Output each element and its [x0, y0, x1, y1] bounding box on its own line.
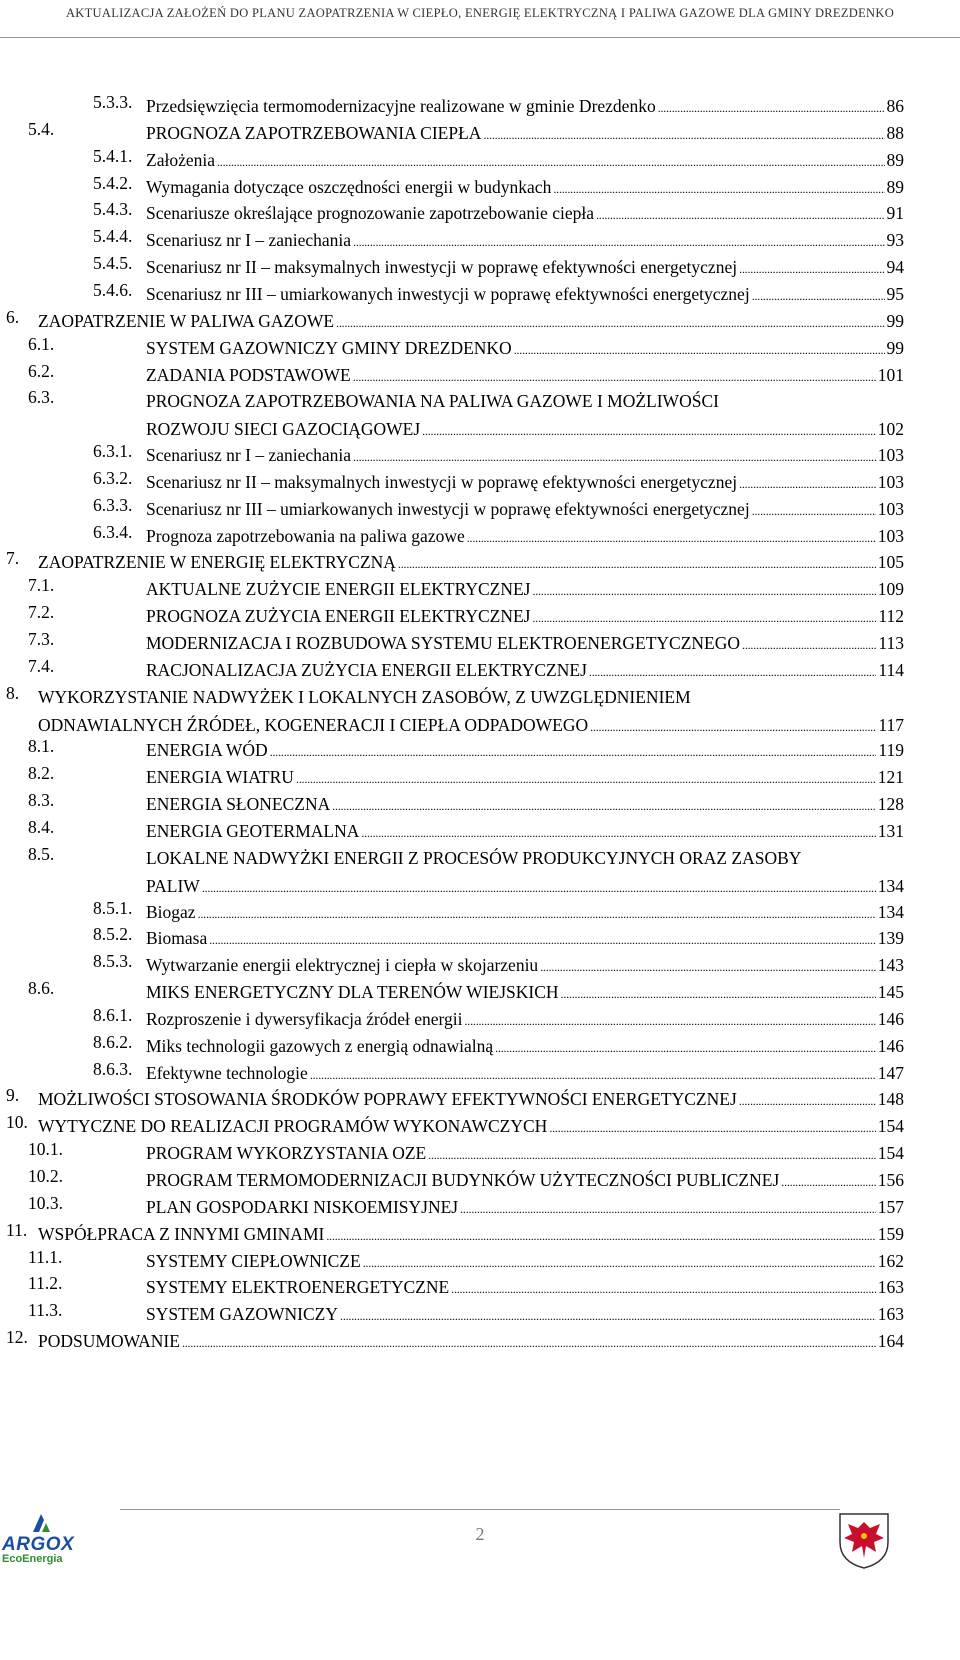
toc-entry-title: Wymagania dotyczące oszczędności energii w budynkach	[146, 176, 552, 197]
running-header	[0, 0, 960, 38]
toc-entry-number: 6.3.1.	[93, 441, 133, 462]
footer-divider	[120, 1509, 840, 1510]
toc-dot-leader	[532, 575, 875, 605]
toc-page-number: 128	[877, 794, 904, 815]
toc-dot-leader	[540, 951, 876, 981]
toc-page-number: 109	[877, 579, 904, 600]
toc-entry-number: 6.3.3.	[93, 494, 133, 515]
toc-entry-title: PLAN GOSPODARKI NISKOEMISYJNEJ	[146, 1196, 459, 1217]
toc-page-number: 162	[877, 1250, 904, 1271]
toc-dot-leader	[398, 548, 876, 578]
toc-entry-number: 5.4.	[28, 118, 55, 139]
toc-entry-title: MIKS ENERGETYCZNY DLA TERENÓW WIEJSKICH	[146, 982, 559, 1003]
toc-entry-number: 5.4.2.	[93, 172, 133, 193]
argox-logo-subtext: EcoEnergia	[2, 1553, 63, 1565]
toc-page-number: 119	[878, 740, 904, 761]
toc-entry-number: 8.5.3.	[93, 951, 133, 972]
toc-page-number: 102	[877, 419, 904, 440]
toc-entry-number: 10.2.	[28, 1166, 63, 1186]
toc-dot-leader	[296, 763, 876, 793]
toc-entry-number: 5.4.1.	[93, 145, 133, 166]
toc-entry-title: Scenariusz nr III – umiarkowanych inwestycji w poprawę efektywności energetycznej	[146, 283, 750, 304]
toc-dot-leader	[460, 1193, 876, 1223]
toc-entry-number: 6.	[6, 306, 20, 327]
toc-entry-number: 10.3.	[28, 1192, 63, 1213]
toc-page-number: 154	[877, 1116, 904, 1137]
toc-entry-title: RACJONALIZACJA ZUŻYCIA ENERGII ELEKTRYCZNEJ	[146, 659, 587, 680]
toc-page-number: 146	[877, 1008, 904, 1029]
toc-page-number: 89	[886, 176, 904, 197]
toc-dot-leader	[561, 978, 876, 1008]
toc-entry-number: 8.4.	[28, 816, 55, 837]
toc-page-number: 103	[877, 445, 904, 466]
toc-dot-leader	[495, 1032, 876, 1062]
page-number: 2	[475, 1524, 485, 1544]
toc-entry-number: 8.6.1.	[93, 1004, 133, 1025]
toc-entry-title: Scenariusz nr I – zaniechania	[146, 230, 352, 251]
toc-page-number: 164	[877, 1331, 904, 1352]
toc-page-number: 147	[877, 1062, 904, 1083]
toc-entry-title: ENERGIA SŁONECZNA	[146, 794, 331, 815]
toc-entry-title: ENERGIA WIATRU	[146, 767, 294, 788]
toc-page-number: 105	[877, 552, 904, 573]
toc-entry-title: Scenariusz nr II – maksymalnych inwestycji w poprawę efektywności energetycznej	[146, 471, 738, 492]
toc-page-number: 113	[878, 633, 904, 653]
toc-page-number: 99	[886, 310, 904, 331]
toc-entry-number: 7.3.	[28, 629, 55, 649]
toc-dot-leader	[361, 817, 875, 847]
toc-dot-leader	[483, 119, 884, 149]
toc-entry-number: 8.5.2.	[93, 924, 133, 945]
toc-entry-title: Scenariusz nr I – zaniechania	[146, 445, 352, 466]
toc-entry-number: 8.6.	[28, 978, 55, 999]
toc-page-number: 114	[878, 659, 904, 680]
toc-page-number: 101	[877, 364, 904, 385]
toc-entry-title: PALIW	[146, 875, 200, 896]
toc-dot-leader	[514, 334, 885, 364]
toc-dot-leader	[326, 1220, 875, 1250]
toc-entry-title: ZAOPATRZENIE W ENERGIĘ ELEKTRYCZNĄ	[38, 552, 396, 573]
toc-entry-number: 8.5.1.	[93, 897, 133, 918]
toc-entry-number: 7.4.	[28, 655, 55, 676]
toc-entry-title: ZAOPATRZENIE W PALIWA GAZOWE	[38, 310, 335, 331]
toc-entry-number: 7.1.	[28, 575, 55, 596]
toc-entry-number: 5.3.3.	[93, 92, 133, 112]
toc-page-number: 134	[877, 901, 904, 922]
toc-dot-leader	[336, 307, 884, 337]
toc-page-number: 88	[886, 122, 904, 143]
toc-page-number: 156	[877, 1170, 904, 1190]
toc-entry-number: 6.2.	[28, 360, 55, 381]
toc-dot-leader	[198, 898, 876, 928]
toc-entry-number: 6.1.	[28, 333, 55, 354]
toc-entry-number: 6.3.4.	[93, 521, 133, 542]
toc-page-number: 154	[877, 1143, 904, 1164]
toc-entry-title: WSPÓŁPRACA Z INNYMI GMINAMI	[38, 1223, 325, 1244]
toc-entry-number: 8.6.2.	[93, 1031, 133, 1052]
toc-entry-number: 7.	[6, 548, 20, 569]
toc-page-number: 139	[877, 928, 904, 949]
toc-dot-leader	[451, 1273, 876, 1303]
header-title: AKTUALIZACJA ZAŁOŻEŃ DO PLANU ZAOPATRZENIA W CIEPŁO, ENERGIĘ ELEKTRYCZNĄ I PALIWA GAZOWE DLA GMINY DREZDENKO	[65, 6, 895, 20]
toc-entry-title: PROGRAM WYKORZYSTANIA OZE	[146, 1143, 427, 1164]
toc-dot-leader	[332, 790, 876, 820]
toc-dot-leader	[781, 1166, 875, 1196]
toc-dot-leader	[742, 629, 876, 659]
toc-entry-number: 8.3.	[28, 790, 55, 811]
toc-entry-title: Biogaz	[146, 901, 196, 922]
toc-dot-leader	[596, 199, 885, 229]
toc-entry-number: 11.1.	[28, 1246, 63, 1267]
toc-dot-leader	[752, 495, 876, 525]
toc-page-number: 143	[877, 955, 904, 976]
toc-page-number: 134	[877, 875, 904, 896]
toc-entry-title: ZADANIA PODSTAWOWE	[146, 364, 351, 385]
argox-logo-text: ARGOX	[2, 1534, 75, 1555]
toc-entry-number: 10.	[6, 1112, 28, 1133]
toc-entry-title: LOKALNE NADWYŻKI ENERGII Z PROCESÓW PRODUKCYJNYCH ORAZ ZASOBY	[146, 847, 802, 868]
toc-page-number: 145	[877, 982, 904, 1003]
toc-page-number: 131	[877, 820, 904, 841]
toc-entry-number: 6.3.	[28, 387, 55, 408]
toc-entry-title: Biomasa	[146, 928, 208, 949]
toc-dot-leader	[589, 656, 877, 686]
toc-entry-number: 8.2.	[28, 763, 55, 784]
toc-entry-number: 5.4.3.	[93, 199, 133, 220]
toc-entry-title: PROGRAM TERMOMODERNIZACJI BUDYNKÓW UŻYTECZNOŚCI PUBLICZNEJ	[146, 1170, 780, 1190]
toc-page-number: 91	[886, 203, 904, 224]
toc-page-number: 86	[886, 96, 904, 116]
toc-entry-number: 8.	[6, 682, 20, 703]
toc-dot-leader	[428, 1139, 876, 1169]
toc-dot-leader	[353, 441, 876, 471]
header-divider	[0, 37, 960, 38]
toc-entry-number: 5.4.5.	[93, 253, 133, 274]
toc-page-number: 112	[878, 606, 904, 627]
toc-dot-leader	[270, 736, 877, 766]
toc-dot-leader	[467, 522, 876, 552]
toc-entry-title: Wytwarzanie energii elektrycznej i ciepła w skojarzeniu	[146, 955, 539, 976]
toc-dot-leader	[310, 1059, 876, 1089]
toc-page-number: 157	[877, 1196, 904, 1217]
toc-entry-title: SYSTEM GAZOWNICZY GMINY DREZDENKO	[146, 337, 512, 358]
toc-entry-title: PROGNOZA ZUŻYCIA ENERGII ELEKTRYCZNEJ	[146, 606, 531, 627]
toc-page-number: 159	[877, 1223, 904, 1244]
toc-dot-leader	[353, 226, 884, 256]
toc-entry-title: WYTYCZNE DO REALIZACJI PROGRAMÓW WYKONAWCZYCH	[38, 1116, 548, 1137]
toc-page-number: 117	[878, 714, 904, 735]
toc-entry-number: 5.4.4.	[93, 226, 133, 247]
toc-entry-title: SYSTEMY ELEKTROENERGETYCZNE	[146, 1277, 450, 1298]
toc-dot-leader	[739, 468, 876, 498]
toc-dot-leader	[465, 1005, 876, 1035]
toc-dot-leader	[553, 173, 884, 203]
toc-page-number: 148	[877, 1089, 904, 1110]
toc-entry-number: 5.4.6.	[93, 279, 133, 300]
toc-entry-title: Scenariusze określające prognozowanie zapotrzebowanie ciepła	[146, 203, 594, 224]
toc-entry-title: WYKORZYSTANIE NADWYŻEK I LOKALNYCH ZASOBÓW, Z UWZGLĘDNIENIEM	[38, 686, 691, 707]
toc-page-number: 163	[877, 1277, 904, 1298]
toc-entry-number: 9.	[6, 1085, 20, 1106]
toc-entry-title: Prognoza zapotrzebowania na paliwa gazowe	[146, 525, 465, 546]
toc-entry-number: 7.2.	[28, 602, 55, 623]
toc-dot-leader	[182, 1327, 876, 1357]
toc-entry-number: 11.3.	[28, 1300, 63, 1321]
toc-entry-number: 11.2.	[28, 1273, 63, 1294]
toc-page-number: 103	[877, 525, 904, 546]
toc-page-number: 103	[877, 471, 904, 492]
toc-entry-title: AKTUALNE ZUŻYCIE ENERGII ELEKTRYCZNEJ	[146, 579, 531, 600]
toc-entry-title: ENERGIA GEOTERMALNA	[146, 820, 360, 841]
toc-entry-title: Założenia	[146, 149, 215, 170]
toc-page-number: 93	[886, 230, 904, 251]
toc-dot-leader	[217, 146, 885, 176]
toc-dot-leader	[363, 1247, 876, 1277]
toc-entry-title: ENERGIA WÓD	[146, 740, 268, 761]
toc-page-number: 89	[886, 149, 904, 170]
coat-of-arms-icon	[836, 1510, 892, 1570]
toc-dot-leader	[658, 92, 885, 122]
toc-entry-title: SYSTEM GAZOWNICZY	[146, 1304, 339, 1325]
toc-entry-title: SYSTEMY CIEPŁOWNICZE	[146, 1250, 361, 1271]
toc-dot-leader	[549, 1112, 875, 1142]
toc-entry-title: Rozproszenie i dywersyfikacja źródeł energii	[146, 1008, 463, 1029]
toc-dot-leader	[752, 280, 885, 310]
toc-entry-title: PROGNOZA ZAPOTRZEBOWANIA CIEPŁA	[146, 122, 482, 143]
toc-dot-leader	[340, 1300, 876, 1330]
toc-entry-title: PROGNOZA ZAPOTRZEBOWANIA NA PALIWA GAZOWE I MOŻLIWOŚCI	[146, 391, 719, 412]
toc-dot-leader	[739, 253, 884, 283]
toc-entry-title: PODSUMOWANIE	[38, 1331, 180, 1352]
toc-entry-title: MOŻLIWOŚCI STOSOWANIA ŚRODKÓW POPRAWY EFEKTYWNOŚCI ENERGETYCZNEJ	[38, 1089, 737, 1110]
toc-entry-title: Efektywne technologie	[146, 1062, 308, 1083]
toc-entry-number: 12.	[6, 1327, 28, 1348]
toc-page-number: 103	[877, 498, 904, 519]
toc-entry-title: ROZWOJU SIECI GAZOCIĄGOWEJ	[146, 419, 421, 440]
toc-entry-number: 11.	[6, 1219, 28, 1240]
toc-entry-number: 8.5.	[28, 843, 55, 864]
toc-entry-number: 10.1.	[28, 1139, 63, 1160]
toc-page-number: 146	[877, 1035, 904, 1056]
toc-entry-number: 8.6.3.	[93, 1058, 133, 1079]
toc-dot-leader	[353, 361, 876, 391]
toc-page-number: 121	[877, 767, 904, 788]
toc-dot-leader	[533, 602, 877, 632]
toc-entry-title: Scenariusz nr II – maksymalnych inwestycji w poprawę efektywności energetycznej	[146, 257, 738, 278]
toc-entry-number: 6.3.2.	[93, 467, 133, 488]
toc-entry-title: ODNAWIALNYCH ŹRÓDEŁ, KOGENERACJI I CIEPŁA ODPADOWEGO	[38, 714, 589, 735]
toc-page-number: 163	[877, 1304, 904, 1325]
toc-entry-title: Miks technologii gazowych z energią odnawialną	[146, 1035, 494, 1056]
toc-entry-title: Scenariusz nr III – umiarkowanych inwestycji w poprawę efektywności energetycznej	[146, 498, 750, 519]
toc-page-number: 95	[886, 283, 904, 304]
toc-page-number: 94	[886, 257, 904, 278]
toc-page-number: 99	[886, 337, 904, 358]
toc-entry-title: MODERNIZACJA I ROZBUDOWA SYSTEMU ELEKTROENERGETYCZNEGO	[146, 633, 741, 653]
toc-entry-number: 8.1.	[28, 736, 55, 757]
toc-entry-title: Przedsięwzięcia termomodernizacyjne realizowane w gminie Drezdenko	[146, 96, 656, 116]
toc-dot-leader	[739, 1085, 876, 1115]
toc-dot-leader	[209, 924, 876, 954]
